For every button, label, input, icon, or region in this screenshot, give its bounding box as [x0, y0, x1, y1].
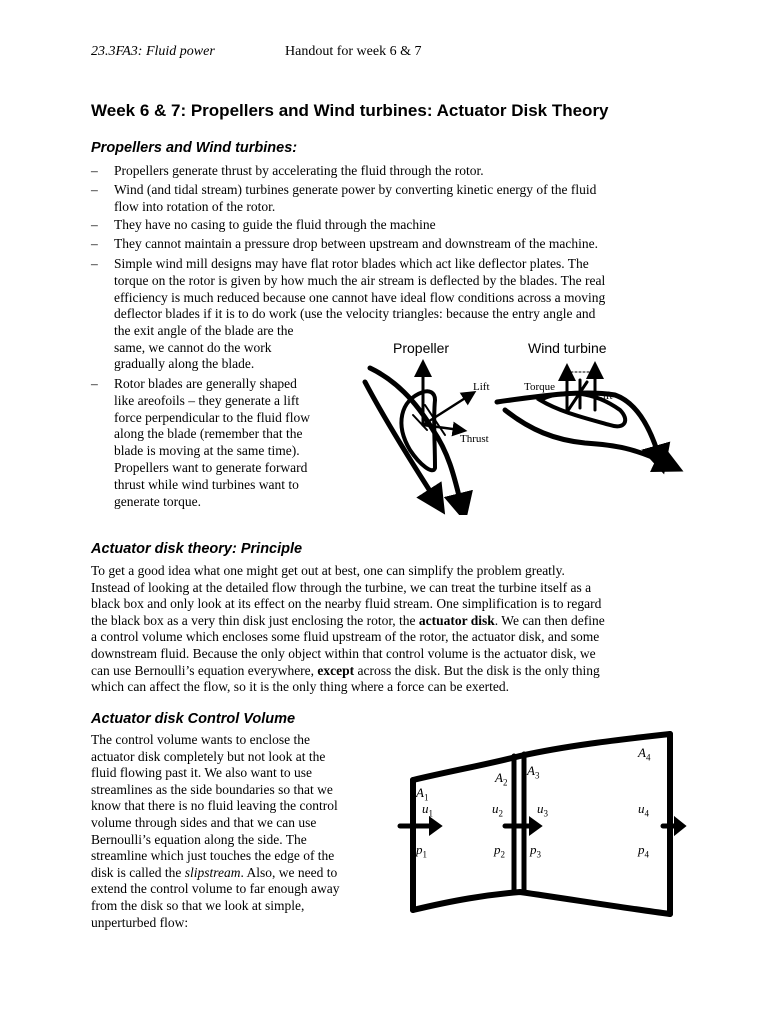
handout-header: Handout for week 6 & 7 [285, 44, 422, 59]
var-letter: A [638, 745, 646, 760]
bullet-text: like areofoils – they generate a lift [114, 393, 300, 408]
label-p4 [638, 842, 649, 860]
var-letter: u [492, 801, 499, 816]
bullet-dash: – [91, 236, 98, 251]
bullet-dash: – [91, 182, 98, 197]
paragraph-line [91, 865, 391, 882]
bullet-text: the exit angle of the blade are the [114, 323, 294, 338]
var-letter: p [530, 842, 537, 857]
var-subscript: 2 [502, 777, 508, 788]
paragraph-line: streamlines as the side boundaries so that we [91, 781, 333, 797]
var-subscript: 3 [543, 808, 548, 819]
bullet-text: They have no casing to guide the fluid through the machine [114, 217, 436, 232]
text-run: . Also, we need to [240, 864, 338, 880]
section-heading-control-volume: Actuator disk Control Volume [91, 711, 296, 727]
bullet-text: generate torque. [114, 494, 201, 509]
label-u2 [492, 801, 503, 819]
var-letter: A [495, 770, 503, 785]
bullet-text: same, we cannot do the work [114, 340, 272, 355]
propeller-label: Propeller [393, 340, 450, 356]
paragraph-line: streamline which just touches the edge of the [91, 848, 335, 864]
slipstream-bottom [413, 892, 670, 914]
paragraph-line: Bernoulli’s equation along the side. The [91, 831, 307, 847]
paragraph-line: downstream fluid. Because the only object within that control volume is the actuator disk, we [91, 645, 596, 661]
flow-arrow-outlet-head [675, 818, 685, 834]
text-run: disk is called the [91, 864, 185, 880]
bullet-text: Simple wind mill designs may have flat rotor blades which act like deflector plates. The [114, 256, 589, 271]
label-p3 [530, 842, 541, 860]
var-subscript: 4 [645, 752, 651, 763]
slipstream-top [413, 734, 670, 780]
section-heading-principle: Actuator disk theory: Principle [91, 541, 303, 557]
bullet-text: flow into rotation of the rotor. [114, 199, 276, 214]
paragraph-line: know that there is no fluid leaving the control [91, 798, 338, 814]
bullet-text: thrust while wind turbines want to [114, 477, 299, 492]
torque-label: Torque [524, 381, 555, 393]
var-subscript: 1 [422, 849, 427, 860]
bullet-text: along the blade (remember that the [114, 426, 303, 441]
paragraph-line: which can affect the flow, so it is the only thing where a force can be exerted. [91, 679, 509, 695]
var-subscript: 4 [644, 849, 649, 860]
section-heading-propellers: Propellers and Wind turbines: [91, 140, 298, 156]
var-letter: u [422, 801, 429, 816]
lift-label-turbine: Lift [596, 390, 613, 402]
bullet-dash: – [91, 163, 98, 178]
bold-term: except [317, 662, 355, 678]
bullet-text: Propellers want to generate forward [114, 460, 308, 475]
course-header: 23.3FA3: Fluid power [91, 44, 215, 59]
bullet-dash: – [91, 376, 98, 391]
propeller-sketch [365, 368, 470, 508]
bullet-text: Wind (and tidal stream) turbines generate power by converting kinetic energy of the fluid [114, 182, 597, 197]
var-letter: u [537, 801, 544, 816]
paragraph-line: actuator disk completely but not look at the [91, 748, 326, 764]
principle-paragraph [91, 563, 731, 696]
wind-turbine-sketch [497, 370, 670, 465]
paragraph-line [91, 613, 731, 630]
text-run: across the disk. But the disk is the only thing [354, 662, 600, 678]
var-subscript: 2 [498, 808, 503, 819]
blade-diagram [355, 330, 685, 515]
text-run: the black box as a very thin disk just enclosing the rotor, the [91, 612, 419, 628]
label-a4 [638, 745, 650, 763]
bullet-text: They cannot maintain a pressure drop between upstream and downstream of the machine. [114, 236, 598, 251]
page-title: Week 6 & 7: Propellers and Wind turbines: Actuator Disk Theory [91, 101, 609, 120]
paragraph-line: extend the control volume to far enough away [91, 881, 340, 897]
var-subscript: 4 [644, 808, 649, 819]
label-u1 [422, 801, 433, 819]
thrust-label: Thrust [460, 433, 489, 445]
var-letter: p [638, 842, 645, 857]
var-letter: p [416, 842, 423, 857]
var-letter: A [416, 785, 424, 800]
text-run: . We can then define [494, 612, 605, 628]
paragraph-line: To get a good idea what one might get out at best, one can simplify the problem greatly. [91, 563, 565, 578]
paragraph-line: black box and only look at its effect on the nearby fluid stream. One simplification is to regard [91, 596, 602, 612]
bold-term: actuator disk [418, 612, 495, 628]
paragraph-line: volume through sides and that we can use [91, 814, 317, 830]
var-subscript: 3 [536, 849, 541, 860]
bullet-dash: – [91, 256, 98, 271]
bullet-dash: – [91, 217, 98, 232]
label-p1 [416, 842, 427, 860]
label-a3 [527, 763, 539, 781]
var-letter: A [527, 763, 535, 778]
paragraph-line: a control volume which encloses some fluid upstream of the rotor, the actuator disk, and some [91, 629, 600, 645]
label-a2 [495, 770, 507, 788]
var-letter: p [494, 842, 501, 857]
label-a1 [416, 785, 428, 803]
flow-arrow-disk-head [530, 818, 541, 834]
italic-term: slipstream [184, 864, 241, 880]
bullet-text: blade is moving at the same time). [114, 443, 300, 458]
control-volume-paragraph [91, 732, 391, 931]
bullet-text: gradually along the blade. [114, 356, 255, 371]
bullet-text: torque on the rotor is given by how much the air stream is deflected by the blades. The real [114, 273, 606, 288]
paragraph-line: unperturbed flow: [91, 914, 189, 930]
paragraph-line: from the disk so that we look at simple, [91, 897, 305, 913]
paragraph-line: The control volume wants to enclose the [91, 732, 310, 747]
bullet-text: Rotor blades are generally shaped [114, 376, 297, 391]
paragraph-line: fluid flowing past it. We also want to use [91, 765, 313, 781]
paragraph-line: Instead of looking at the detailed flow through the turbine, we can treat the turbine itself as a [91, 579, 592, 595]
bullet-text: deflector blades if it is to do work (use the velocity triangles: because the entry angle and [114, 306, 596, 321]
text-run: can use Bernoulli’s equation everywhere, [91, 662, 318, 678]
lift-label: Lift [473, 381, 490, 393]
var-subscript: 1 [428, 808, 433, 819]
wind-turbine-label: Wind turbine [528, 340, 607, 356]
label-u4 [638, 801, 649, 819]
label-u3 [537, 801, 548, 819]
var-letter: u [638, 801, 645, 816]
bullet-text: Propellers generate thrust by accelerating the fluid through the rotor. [114, 163, 484, 178]
label-p2 [494, 842, 505, 860]
var-subscript: 1 [423, 792, 429, 803]
paragraph-line [91, 663, 731, 680]
flow-arrow-inlet-head [430, 818, 441, 834]
bullet-text: efficiency is much reduced because one cannot have ideal flow conditions across a moving [114, 290, 606, 305]
bullet-text: force perpendicular to the fluid flow [114, 410, 311, 425]
var-subscript: 3 [534, 770, 540, 781]
var-subscript: 2 [500, 849, 505, 860]
